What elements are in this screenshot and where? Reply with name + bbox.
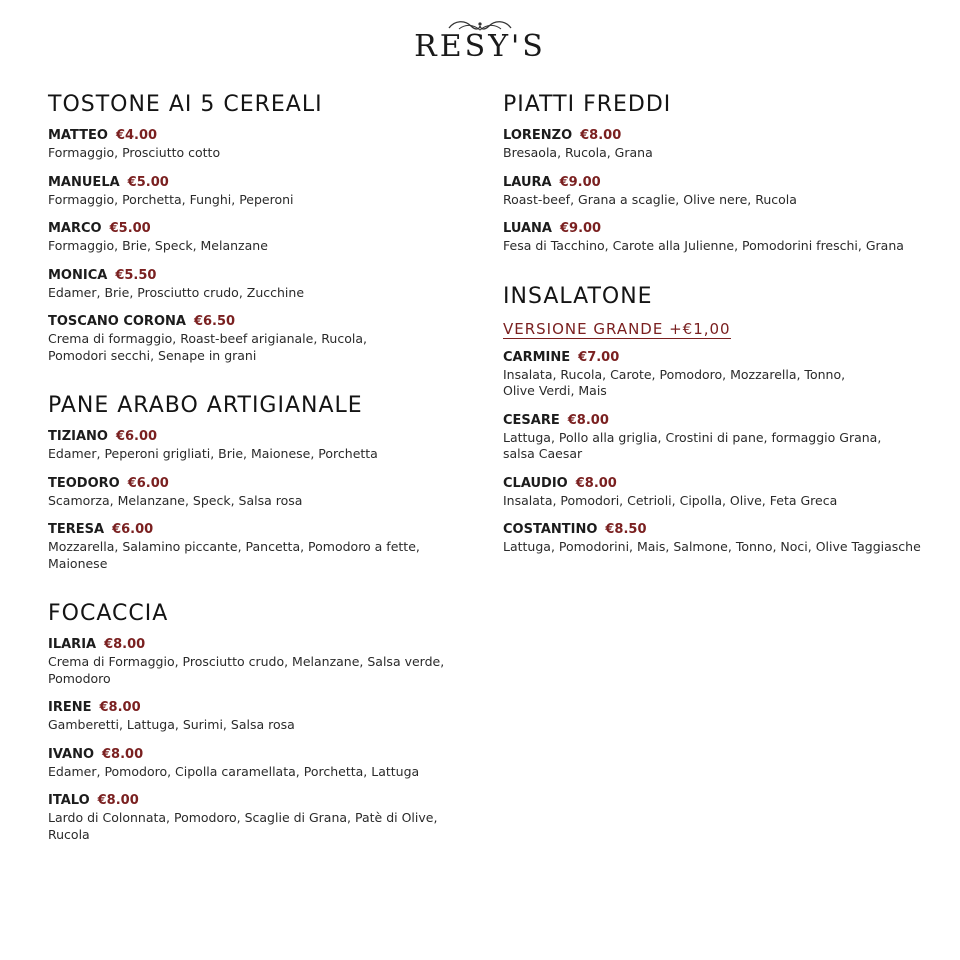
item-price: €8.00 [102,746,144,762]
item-name: TIZIANO [48,429,108,444]
item-name: COSTANTINO [503,522,598,537]
menu-item [503,174,933,209]
item-name: MONICA [48,267,108,283]
section-subtitle: VERSIONE GRANDE +€1,00 [503,319,731,338]
menu-item [48,699,478,734]
item-price: €8.00 [575,475,617,491]
item-name: IRENE [48,700,92,715]
item-name: TERESA [48,522,105,537]
item-price: €6.00 [127,475,169,491]
item-price: €6.50 [193,314,236,329]
item-name: TEODORO [48,475,120,491]
item-price: €6.00 [115,429,158,444]
item-description: Lattuga, Pomodorini, Mais, Salmone, Tonno, Noci, Olive Taggiasche [503,539,921,554]
menu-item [48,636,478,687]
item-description: Crema di formaggio, Roast-beef arigianale, Rucola, Pomodori secchi, Senape in grani [48,331,367,363]
item-price: €7.00 [578,349,620,365]
item-price: €6.00 [112,522,154,537]
item-name: LAURA [503,174,552,190]
menu-item [48,267,478,302]
item-price: €9.00 [559,174,601,190]
item-description: Edamer, Pomodoro, Cipolla caramellata, Porchetta, Lattuga [48,763,420,779]
menu-item [48,746,478,781]
menu-item [503,521,933,556]
menu-column-left [48,91,478,871]
item-name: LUANA [503,221,552,236]
section-pane-arabo [48,392,478,572]
section-tostone [48,91,478,364]
item-description: Fesa di Tacchino, Carote alla Julienne, Pomodorini freschi, Grana [503,238,904,253]
item-price: €9.00 [559,221,602,236]
menu-item [48,220,478,255]
item-price: €5.00 [109,221,151,236]
item-price: €8.00 [567,412,609,428]
item-price: €8.00 [580,128,622,143]
item-description: Insalata, Pomodori, Cetrioli, Cipolla, Olive, Feta Greca [503,492,838,508]
item-name: ILARIA [48,637,97,652]
section-title: PIATTI FREDDI [503,92,672,117]
item-description: Lardo di Colonnata, Pomodoro, Scaglie di Grana, Patè di Olive, Rucola [48,810,438,842]
section-title: TOSTONE AI 5 CEREALI [48,92,323,117]
menu-item [48,127,478,162]
menu-item [503,475,933,510]
item-description: Roast-beef, Grana a scaglie, Olive nere, Rucola [503,191,797,207]
item-name: CLAUDIO [503,475,568,491]
item-name: LORENZO [503,128,573,143]
item-description: Crema di Formaggio, Prosciutto crudo, Melanzane, Salsa verde, Pomodoro [48,654,445,686]
menu-item [48,521,478,572]
item-price: €8.00 [99,700,141,715]
item-price: €8.00 [104,637,146,652]
item-description: Formaggio, Porchetta, Funghi, Peperoni [48,191,294,207]
item-price: €4.00 [115,128,158,143]
section-title: FOCACCIA [48,601,169,626]
menu-item [48,475,478,510]
logo-text: RESY'S [414,29,546,64]
item-description: Edamer, Brie, Prosciutto crudo, Zucchine [48,284,305,300]
item-price: €8.50 [605,522,647,537]
item-name: MANUELA [48,174,120,190]
item-description: Gamberetti, Lattuga, Surimi, Salsa rosa [48,717,295,732]
logo [0,18,960,62]
item-name: CESARE [503,412,560,428]
item-description: Lattuga, Pollo alla griglia, Crostini di pane, formaggio Grana, salsa Caesar [503,429,882,461]
item-name: MATTEO [48,128,108,143]
item-description: Bresaola, Rucola, Grana [503,145,653,160]
menu-item [48,174,478,209]
menu-item [503,412,933,463]
item-description: Mozzarella, Salamino piccante, Pancetta, Pomodoro a fette, Maionese [48,539,420,571]
item-price: €5.00 [127,174,169,190]
item-price: €8.00 [97,793,139,808]
menu-item [48,428,478,463]
item-description: Insalata, Rucola, Carote, Pomodoro, Mozzarella, Tonno, Olive Verdi, Mais [503,366,846,398]
menu-item [503,349,933,400]
menu-item [48,313,478,364]
item-name: CARMINE [503,349,571,365]
section-title: PANE ARABO ARTIGIANALE [48,393,363,418]
section-insalatone [503,283,933,556]
menu-item [503,220,933,255]
item-description: Formaggio, Brie, Speck, Melanzane [48,238,268,253]
menu-column-right [503,91,933,584]
item-name: ITALO [48,793,90,808]
menu-item [48,792,478,843]
section-focaccia [48,600,478,843]
item-description: Formaggio, Prosciutto cotto [48,145,221,160]
section-piatti-freddi [503,91,933,255]
menu-item [503,127,933,162]
item-description: Scamorza, Melanzane, Speck, Salsa rosa [48,492,303,508]
item-name: MARCO [48,221,102,236]
item-name: IVANO [48,746,95,762]
item-name: TOSCANO CORONA [48,314,186,329]
item-price: €5.50 [115,267,157,283]
section-title: INSALATONE [503,283,653,309]
item-description: Edamer, Peperoni grigliati, Brie, Maionese, Porchetta [48,446,378,461]
